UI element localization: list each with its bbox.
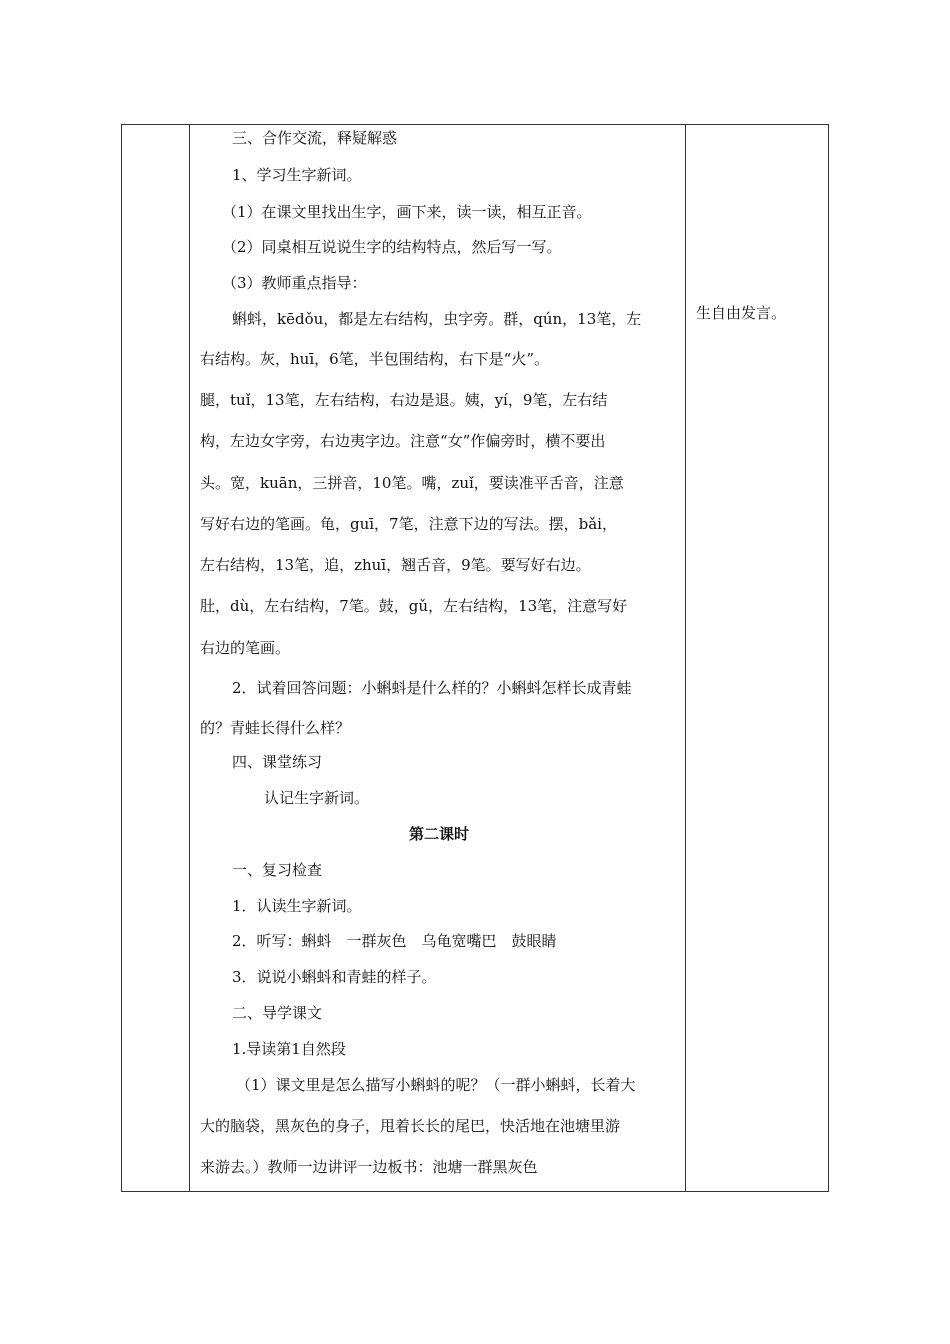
paragraph-line: 头。宽，kuān，三拼音，10笔。嘴，zuǐ，要读准平舌音，注意 — [200, 474, 624, 492]
paragraph-line: 蝌蚪，kēdǒu，都是左右结构，虫字旁。群，qún，13笔，左 — [232, 310, 642, 328]
paragraph-line: 大的脑袋，黑灰色的身子，甩着长长的尾巴，快活地在池塘里游 — [200, 1117, 621, 1135]
student-activity-note: 生自由发言。 — [696, 304, 787, 322]
column-divider-left — [189, 125, 190, 1191]
question-line: 的？青蛙长得什么样？ — [200, 719, 351, 737]
paragraph-line: 右边的笔画。 — [200, 639, 291, 657]
text-line: 认记生字新词。 — [264, 789, 370, 807]
paragraph-line: （1）课文里是怎么描写小蝌蚪的呢？（一群小蝌蚪，长着大 — [236, 1076, 636, 1094]
section-heading: 四、课堂练习 — [232, 753, 323, 771]
lesson-title: 第二课时 — [408, 825, 469, 843]
lesson-table — [121, 124, 829, 1192]
column-divider-right — [685, 125, 686, 1191]
text-line: （1）在课文里找出生字，画下来，读一读，相互正音。 — [222, 203, 592, 221]
text-line: （3）教师重点指导： — [222, 274, 367, 292]
section-heading: 二、导学课文 — [232, 1004, 323, 1022]
question-line: 2．试着回答问题：小蝌蚪是什么样的？小蝌蚪怎样长成青蛙 — [232, 679, 632, 697]
paragraph-line: 右结构。灰，huī，6笔，半包围结构，右下是“火”。 — [200, 350, 550, 368]
paragraph-line: 写好右边的笔画。龟，guī，7笔，注意下边的写法。摆，bǎi， — [200, 515, 617, 533]
section-heading: 三、合作交流，释疑解惑 — [232, 129, 398, 147]
section-heading: 一、复习检查 — [232, 861, 323, 879]
paragraph-line: 腿，tuǐ，13笔，左右结构，右边是退。姨，yí，9笔，左右结 — [200, 391, 608, 409]
text-line: （2）同桌相互说说生字的结构特点，然后写一写。 — [222, 238, 562, 256]
text-line: 3．说说小蝌蚪和青蛙的样子。 — [232, 968, 437, 986]
paragraph-line: 肚，dù，左右结构，7笔。鼓，gǔ，左右结构，13笔，注意写好 — [200, 597, 628, 615]
paragraph-line: 来游去。）教师一边讲评一边板书：池塘一群黑灰色 — [200, 1158, 538, 1176]
text-line: 1.导读第1自然段 — [232, 1040, 346, 1058]
paragraph-line: 构，左边女字旁，右边夷字边。注意“女”作偏旁时，横不要出 — [200, 432, 606, 450]
text-line: 2．听写：蝌蚪 一群灰色 乌龟宽嘴巴 鼓眼睛 — [232, 932, 557, 950]
paragraph-line: 左右结构，13笔，追，zhuī，翘舌音，9笔。要写好右边。 — [200, 556, 591, 574]
text-line: 1、学习生字新词。 — [232, 166, 362, 184]
text-line: 1．认读生字新词。 — [232, 897, 362, 915]
